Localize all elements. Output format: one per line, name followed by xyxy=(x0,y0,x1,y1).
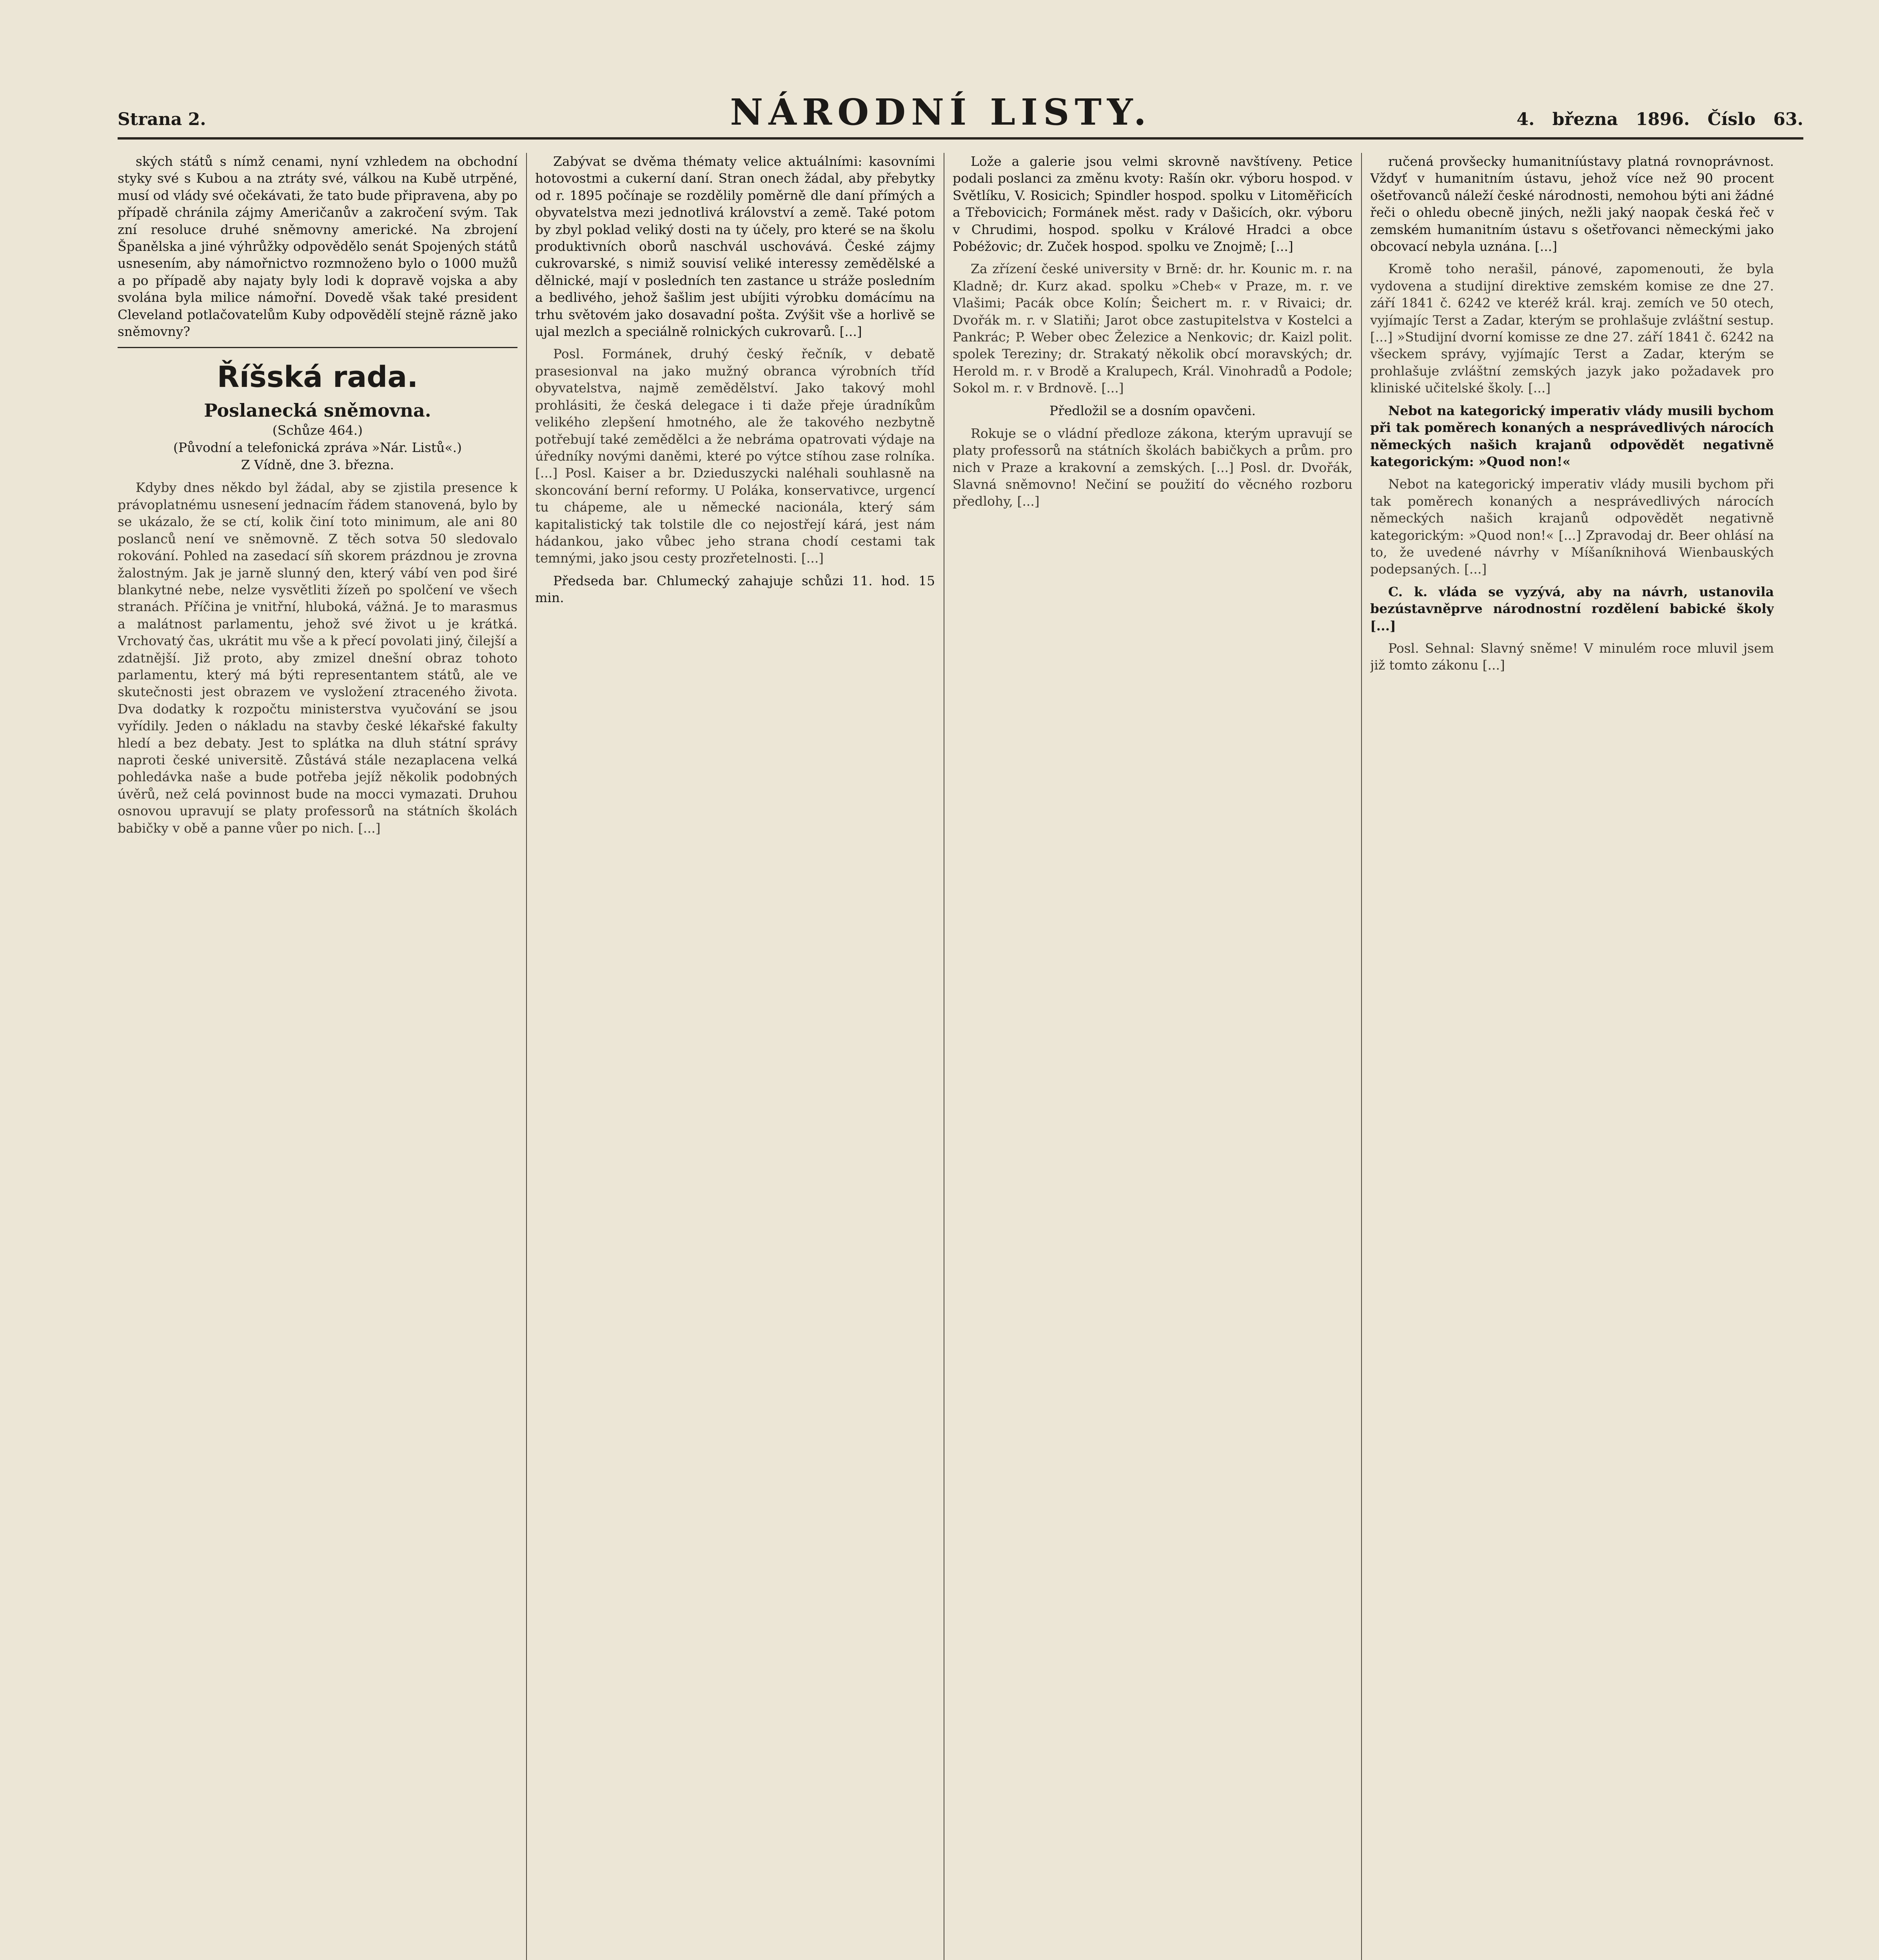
motion-label: Předložil se a dosním opavčeni. xyxy=(1049,403,1256,418)
column-1 xyxy=(118,153,517,1960)
section-title: Říšská rada. xyxy=(217,360,418,394)
issue-date: 4. března 1896. Číslo 63. xyxy=(1516,109,1803,129)
divider xyxy=(118,347,517,348)
session-opening: Předseda bar. Chlumecký zahajuje schůzi 11. hod. 15 min. xyxy=(535,573,935,606)
column-4 xyxy=(1370,153,1774,1960)
newspaper-title: NÁRODNÍ LISTY. xyxy=(730,91,1152,133)
resolution-note: C. k. vláda se vyzývá, aby na návrh, ustanovila bezústavněprve národnostní rozdělení babické školy [...] xyxy=(1370,584,1774,633)
emphasized-passage: Nebot na kategorický imperativ vlády musili bychom při tak poměrech konaných a nesprávedlivých nárocích německých našich krajanů odpovědět negativně kategorickým: »Quod non!« xyxy=(1370,403,1774,469)
article-body: Kdyby dnes někdo byl žádal, aby se zjistila presence k právoplatnému usnesení jednacím řádem stanovená, bylo by se ukázalo, že se ctí, kolik činí toto minimum, ale ani 80 poslanců není ve sněmovně. Z těch sotva 50 sledovalo rokování. Pohled na zasedací síň skorem prázdnou je zrovna žalostným. Jak je jarně slunný den, který vábí ven pod širé blankytné nebe, nelze vysvětliti žízeň po spolčení ve všech stranách. Příčina je vnitřní, hluboká, vážná. Je to marasmus a malátnost parlamentu, jehož své život u je krátká. Vrchovatý čas, ukrátit mu vše a k přecí povolati jiný, čilejší a zdatnější. Již proto, aby zmizel dnešní obraz tohoto parlamentu, který má býti representantem států, ale ve skutečnosti jest obrazem ve vysložení ztraceného života. Dva dodatky k rozpočtu ministerstva vyučování se jsou vyřídily. Jeden o nákladu na stavby české lékařské fakulty hledí a bez debaty. Jest to splátka na dluh státní správy naproti české universitě. Zůstává stále nezaplacena velká pohledávka naše a bude potřeba jejíž několik podobných úvěrů, než celá povinnost bude na mocci vymazati. Druhou osnovou upravují se platy professorů na státních školách babičky v obě a panne vůer po nich. [...] xyxy=(118,480,517,836)
article-lead: ských států s nímž cenami, nyní vzhledem na obchodní styky své s Kubou a na ztráty své, válkou na Kubě utrpěné, musí od vlády své očekávati, že tato bude připravena, aby po případě chránila zájmy Američanův a zakročení svým. Tak zní resoluce druhé sněmovny americké. Na zbrojení Španělska a jiné výhrůžky odpovědělo senát Spojených států usnesením, aby námořnictvo rozmnoženo bylo o 1000 mužů a po případě aby najaty byly lodi k dopravě vojska a aby svolána byla milice námořní. Dovedě však také president Cleveland potlačovatelům Kuby odpovědělí stejně rázně jako sněmovny? xyxy=(118,154,517,339)
article-lead: Zabývat se dvěma thématy velice aktuálními: kasovními hotovostmi a cukerní daní. Stran onech žádal, aby přebytky od r. 1895 počínaje se rozdělily poměrně dle daní přímých a obyvatelstva mezi jednotlivá království a země. Také potom by zbyl poklad veliký dosti na ty účely, pro které se na školu produktivních oborů naschvál uschovává. České zájmy cukrovarské, s nimiž souvisí veliké interessy zemědělské a dělnické, mají v posledních ten zastance u stráže posledním a bedlivého, jehož šašlim jest ubíjiti výrobku domácímu na trhu světovém jako dosavadní pošta. Zvýšit vše a horlivě se ujal mezlch a speciálně rolnických cukrovarů. [...] xyxy=(535,154,935,339)
article-body-2: Nebot na kategorický imperativ vlády musili bychom při tak poměrech konaných a nesprávedlivých nárocích německých našich krajanů odpovědět negativně kategorickým: »Quod non!« [...] Zpravodaj dr. Beer ohlásí na to, že uvedené návrhy v Míšaníknihová Wienbauských podepsaných. [...] xyxy=(1370,476,1774,577)
article-tail: Posl. Sehnal: Slavný sněme! V minulém roce mluvil jsem již tomto zákonu [...] xyxy=(1370,640,1774,673)
article-body: Za zřízení české university v Brně: dr. hr. Kounic m. r. na Kladně; dr. Kurz akad. spolku »Cheb« v Praze, m. r. ve Vlašimi; Pacák obce Kolín; Šeichert m. r. v Rivaici; dr. Dvořák m. r. v Slatiňi; Jarot obce zastupitelstva v Kostelci a Pankrác; P. Weber obec Železice a Nenkovic; dr. Kaizl polit. spolek Tereziny; dr. Strakatý několik obcí moravských; dr. Herold m. r. v Brodě a Kralupech, Král. Vinohradů a Podole; Sokol m. r. v Brdnově. [...] xyxy=(953,261,1353,396)
column-3 xyxy=(953,153,1353,1960)
column-rule xyxy=(1361,153,1362,1960)
sub-title: Poslanecká sněmovna. xyxy=(204,400,431,421)
dateline: Z Vídně, dne 3. března. xyxy=(241,457,394,473)
page-number: Strana 2. xyxy=(118,109,206,129)
masthead xyxy=(118,90,1803,140)
session-number: (Schůze 464.) xyxy=(272,423,363,438)
report-source: (Původní a telefonická zpráva »Nár. Listů«.) xyxy=(173,440,462,456)
article-lead: ručená provšecky humanitníústavy platná rovnoprávnost. Vždyť v humanitním ústavu, jehož více než 90 procent ošetřovanců náleží české národnosti, nemohou býti ani žádné řeči o ohledu obecně jiných, nežli jaký naopak česká řeč v zemském humanitním ústavu s ošetřovanci německými jako obcovací nebyla uznána. [...] xyxy=(1370,154,1774,254)
article-body-2: Rokuje se o vládní předloze zákona, kterým upravují se platy professorů na státních školách babičkych a prům. pro nich v Praze a krakovní a zemských. [...] Posl. dr. Dvořák, Slavná sněmovno! Nečiní se použití do věcného rozboru předlohy, [...] xyxy=(953,425,1353,509)
column-2 xyxy=(535,153,935,1960)
article-lead: Lože a galerie jsou velmi skrovně navštíveny. Petice podali poslanci za změnu kvoty: Rašín okr. výboru hospod. v Světlíku, V. Rosicich; Spindler hospod. spolku v Litoměřicích a Třebovicich; Formánek měst. rady v Dašicích, okr. výboru v Chrudimi, hospod. spolku v Králové Hradci a obce Pobéžovic; dr. Zuček hospod. spolku ve Znojmě; [...] xyxy=(953,154,1353,254)
column-rule xyxy=(526,153,527,1960)
article-body: Posl. Formánek, druhý český řečník, v debatě prasesionval na jako mužný obranca výrobních tříd obyvatelstva, najmě zemědělství. Jako takový mohl prohlásiti, že česká delegace i ti daže přeje úradníkům velikého zlepšení hmotného, ale že takového nezbytně potřebují také zemědělci a že nebráma opatrovati výdaje na úředníky novými daněmi, které po výtce stíhou zase rolníka. [...] Posl. Kaiser a br. Dzieduszycki naléhali souhlasně na skoncování berní reformy. U Poláka, konservativce, urgencí tu chápeme, ale u německé nacionála, který sám kapitalistický tak tolstile dle co nejostřejí kárá, jest nám hádankou, jako vůbec jeho strana chodí cestami tak temnými, jako jsou cesty prozřetelnosti. [...] xyxy=(535,346,935,566)
article-body: Kromě toho nerašil, pánové, zapomenouti, že byla vydovena a studijní direktive zemském komise ze dne 27. září 1841 č. 6242 ve kteréž král. kraj. zemích ve 50 otech, vyjímajíc Terst a Zadar, kterým se prohlašuje zvláštní sestup. [...] »Studijní dvorní komisse ze dne 27. září 1841 č. 6242 na všeckem správy, vyjímajíc Terst a Zadar, kterým se prohlašuje zvláštní zemských jazyk jako požadavek pro kliniské učitelské školy. [...] xyxy=(1370,261,1774,396)
